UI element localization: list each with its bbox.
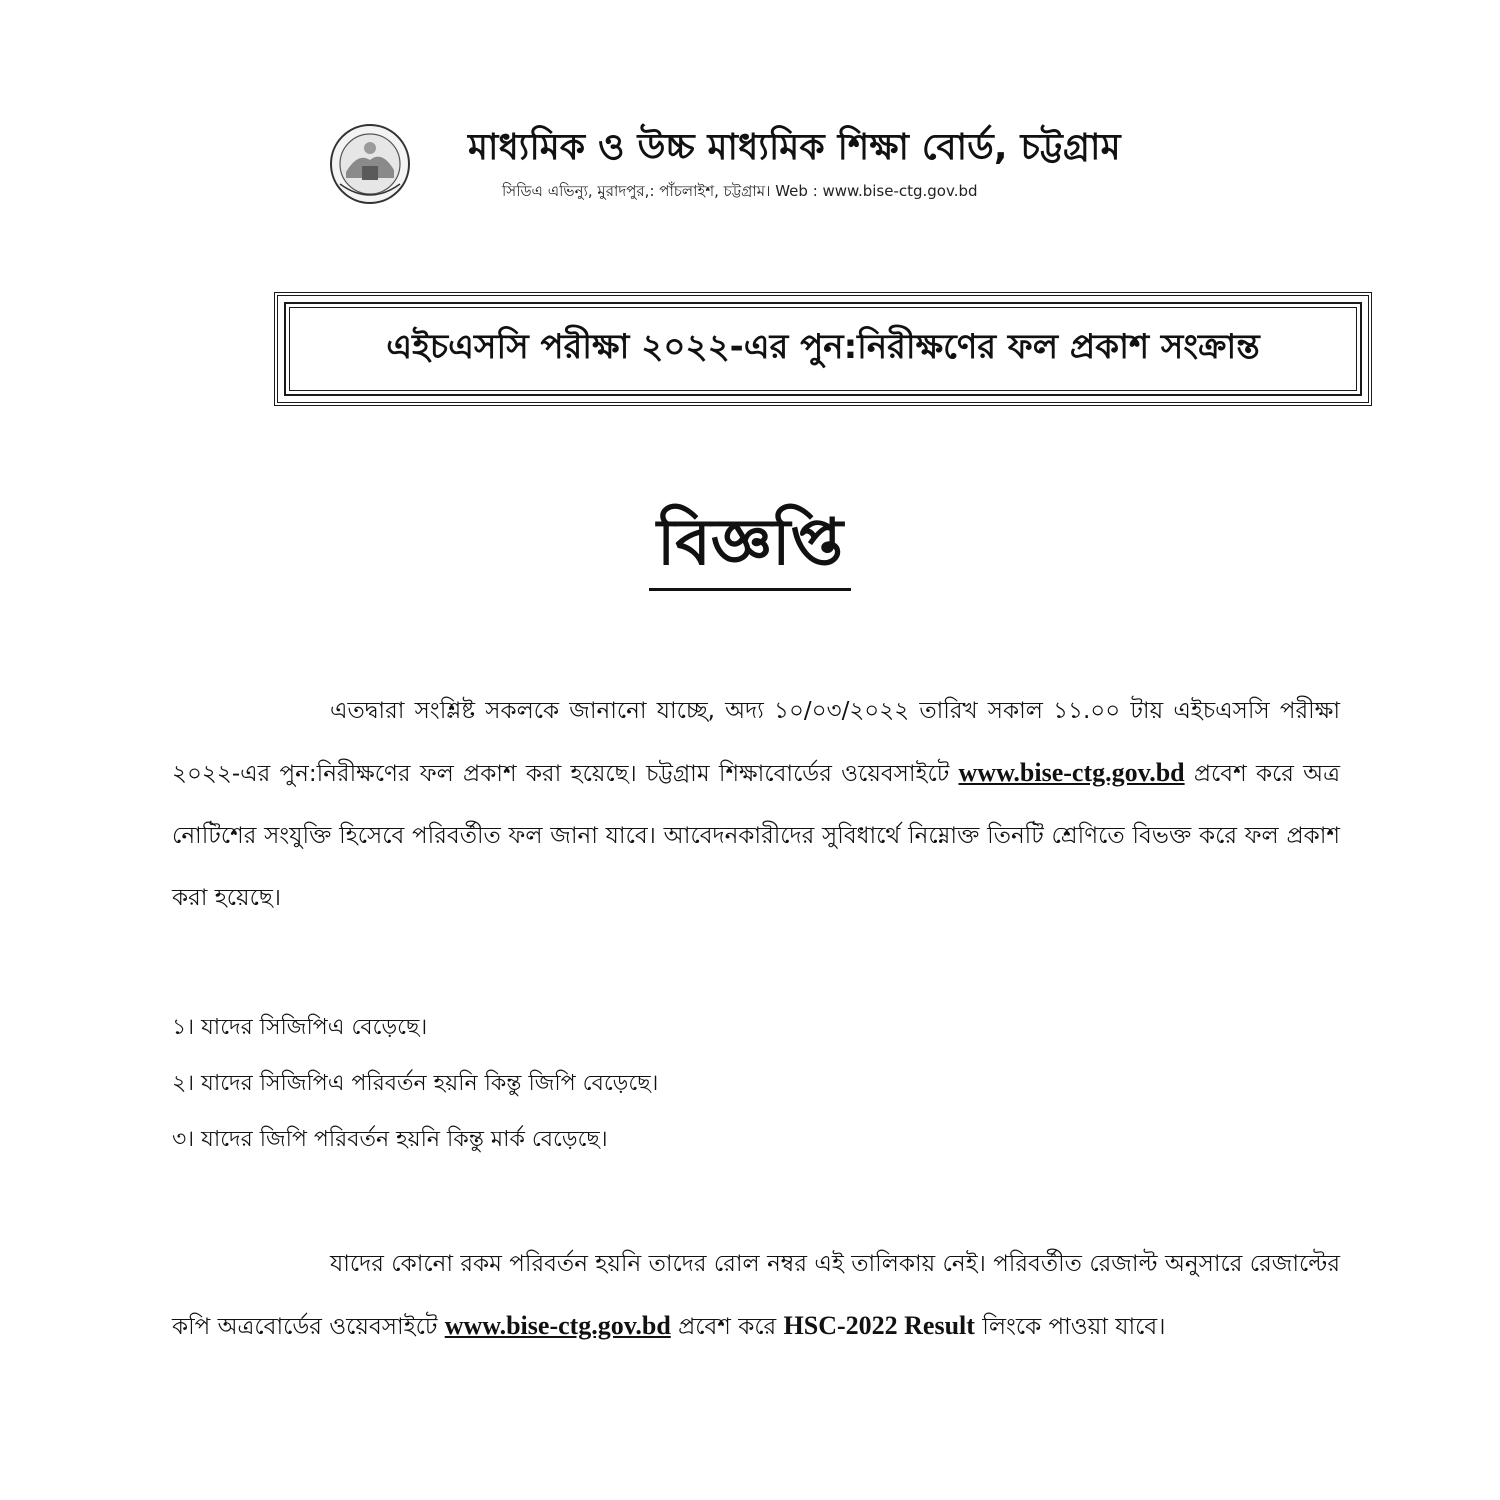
- list-item: ১। যাদের সিজিপিএ বেড়েছে।: [172, 1015, 428, 1040]
- website-link[interactable]: www.bise-ctg.gov.bd: [958, 758, 1185, 787]
- paragraph2-part2: প্রবেশ করে: [678, 1314, 777, 1340]
- closing-paragraph: [172, 1233, 1340, 1358]
- website-link[interactable]: www.bise-ctg.gov.bd: [444, 1311, 671, 1340]
- subject-box: [274, 292, 1372, 406]
- list-item: ২। যাদের সিজিপিএ পরিবর্তন হয়নি কিন্তু জিপি বেড়েছে।: [172, 1071, 659, 1096]
- paragraph2-part3: লিংকে পাওয়া যাবে।: [982, 1314, 1166, 1340]
- letterhead: [320, 112, 1200, 222]
- paragraph2-part1: যাদের কোনো রকম পরিবর্তন হয়নি তাদের রোল নম্বর এই তালিকায় নেই। পরিবর্তীত রেজাল্ট অনুসারে রেজাল্টের কপি অত্রবোর্ডের ওয়েবসাইটে: [172, 1251, 1340, 1340]
- result-categories-list: [172, 1000, 1272, 1168]
- result-label: HSC-2022 Result: [783, 1311, 975, 1340]
- subject-title: এইচএসসি পরীক্ষা ২০২২-এর পুন:নিরীক্ষণের ফল প্রকাশ সংক্রান্ত: [386, 326, 1260, 367]
- paragraph1-part2: প্রবেশ করে অত্র নোটিশের সংযুক্তি হিসেবে পরিবর্তীত ফল জানা যাবে। আবেদনকারীদের সুবিধার্থে নিম্নোক্ত তিনটি শ্রেণিতে বিভক্ত করে ফল প্রকাশ করা হয়েছে।: [172, 761, 1341, 911]
- board-address: সিডিএ এভিন্যু, মুরাদপুর,: পাঁচলাইশ, চট্টগ্রাম। Web : www.bise-ctg.gov.bd: [502, 182, 978, 200]
- notice-heading-wrapper: [0, 508, 1500, 591]
- board-seal-icon: [328, 122, 412, 206]
- board-name: মাধ্যমিক ও উচ্চ মাধ্যমিক শিক্ষা বোর্ড, চট্টগ্রাম: [468, 127, 1121, 168]
- list-item: ৩। যাদের জিপি পরিবর্তন হয়নি কিন্তু মার্ক বেড়েছে।: [172, 1127, 608, 1152]
- announcement-paragraph: [172, 680, 1340, 929]
- notice-heading: বিজ্ঞপ্তি: [649, 508, 851, 591]
- paragraph1-part1: এতদ্বারা সংশ্লিষ্ট সকলকে জানানো যাচ্ছে, অদ্য ১০/০৩/২০২২ তারিখ সকাল ১১.০০ টায় এইচএসসি পরীক্ষা ২০২২-এর পুন:নিরীক্ষণের ফল প্রকাশ করা হয়েছে। চট্টগ্রাম শিক্ষাবোর্ডের ওয়েবসাইটে: [172, 698, 1340, 787]
